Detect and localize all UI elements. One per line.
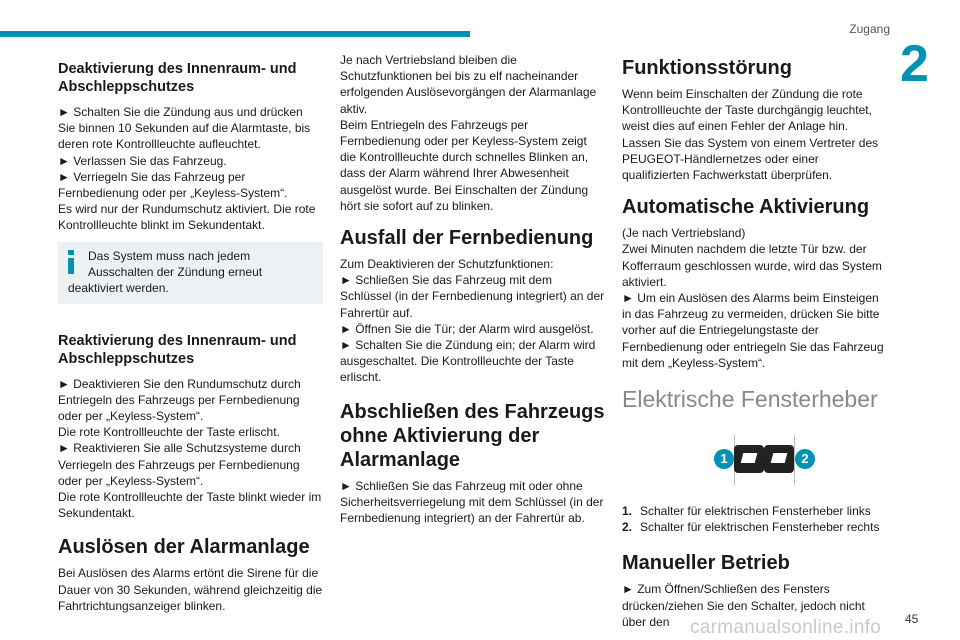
list-item: 1. Schalter für elektrischen Fensterheber links [622, 504, 871, 519]
paragraph: ► Deaktivieren Sie den Rundumschutz durch Entriegeln des Fahrzeugs per Fernbedienung oder per „Keyless-System“. [58, 376, 301, 424]
paragraph: ► Schalten Sie die Zündung aus und drücken Sie binnen 10 Sekunden auf die Alarmtaste, bis deren rote Kontrollleuchte aufleuchtet. [58, 105, 311, 152]
paragraph: ► Verlassen Sie das Fahrzeug. [58, 153, 227, 168]
column-1 [58, 52, 323, 614]
left-window-switch-icon [734, 445, 764, 473]
paragraph: (Je nach Vertriebsland) [622, 226, 746, 241]
watermark: carmanualsonline.info [690, 617, 882, 638]
paragraph: ► Um ein Auslösen des Alarms beim Einsteigen in das Fahrzeug zu vermeiden, drücken Sie bitte vorher auf die Entriegelungstaste der Fernbedienung oder entriegeln Sie das Fahrzeug mit dem „Keyless-System“. [622, 291, 884, 370]
callout-badge-1: 1 [714, 449, 734, 469]
header-accent-bar [0, 31, 470, 37]
paragraph: Es wird nur der Rundumschutz aktiviert. Die rote Kontrollleuchte blinkt im Sekundentakt. [58, 202, 316, 233]
page-number: 45 [905, 612, 919, 626]
heading-deactivation: Deaktivierung des Innenraum- und Abschleppschutzes [58, 61, 297, 95]
heading-auto-activation: Automatische Aktivierung [622, 196, 870, 219]
window-switch-diagram [622, 425, 887, 495]
paragraph: Zwei Minuten nachdem die letzte Tür bzw. der Kofferraum geschlossen wurde, wird das System aktiviert. [622, 242, 882, 289]
callout-badge-2: 2 [795, 449, 815, 469]
paragraph: Bei Auslösen des Alarms ertönt die Sirene für die Dauer von 30 Sekunden, während gleichzeitig die Fahrtrichtungsanzeiger blinken. [58, 566, 323, 613]
paragraph: Zum Deaktivieren der Schutzfunktionen: [340, 257, 554, 272]
heading-malfunction: Funktionsstörung [622, 57, 792, 79]
paragraph: ► Zum Öffnen/Schließen des Fensters drücken/ziehen Sie den Schalter, jedoch nicht über den [622, 582, 865, 629]
column-2 [340, 52, 605, 526]
paragraph: Die rote Kontrollleuchte der Taste erlischt. [58, 425, 280, 440]
info-box [58, 242, 323, 304]
paragraph: ► Schalten Sie die Zündung ein; der Alarm wird ausgeschaltet. Die Kontrollleuchte der Taste erlischt. [340, 338, 596, 385]
section-label: Zugang [849, 22, 890, 36]
paragraph: Die rote Kontrollleuchte der Taste blinkt wieder im Sekundentakt. [58, 490, 322, 521]
right-window-switch-icon [764, 445, 794, 473]
paragraph: Beim Entriegeln des Fahrzeugs per Fernbedienung oder per Keyless-System zeigt die Kontrollleuchte durch schnelles Blinken an, dass der Alarm während Ihrer Abwesenheit ausgelöst wurde. Bei Einschalten der Zündung hört sie sofort auf zu blinken. [340, 117, 589, 213]
column-3 [622, 52, 887, 630]
paragraph: ► Schließen Sie das Fahrzeug mit dem Schlüssel (in der Fernbedienung integriert) an der Fahrertür auf. [340, 273, 605, 320]
heading-reactivation: Reaktivierung des Innenraum- und Abschleppschutzes [58, 332, 297, 367]
heading-manual-operation: Manueller Betrieb [622, 552, 790, 575]
info-icon [68, 250, 74, 272]
paragraph: ► Schließen Sie das Fahrzeug mit oder ohne Sicherheitsverriegelung mit dem Schlüssel (in der Fernbedienung integriert) an der Fahrertür ab. [340, 478, 604, 526]
list-item: 2. Schalter für elektrischen Fensterheber rechts [622, 520, 880, 535]
paragraph: Wenn beim Einschalten der Zündung die rote Kontrollleuchte der Taste durchgängig leuchtet, weist dies auf einen Fehler der Anlage hin. Lassen Sie das System von einem Vertreter des PEUGEOT-Händlernetzes oder einer qualifizierten Fachwerkstatt überprüfen. [622, 87, 879, 183]
heading-remote-failure: Ausfall der Fernbedienung [340, 227, 594, 250]
heading-power-windows: Elektrische Fensterheber [622, 386, 878, 413]
paragraph: ► Verriegeln Sie das Fahrzeug per Fernbedienung oder per „Keyless-System“. [58, 169, 288, 201]
heading-alarm: Auslösen der Alarmanlage [58, 536, 310, 559]
paragraph: ► Öffnen Sie die Tür; der Alarm wird ausgelöst. [340, 321, 594, 336]
paragraph: Je nach Vertriebsland bleiben die Schutzfunktionen bei bis zu elf nacheinander erfolgenden Auslösevorgängen der Alarmanlage aktiv. [340, 53, 597, 116]
heading-lock-without-alarm: Abschließen des Fahrzeugs ohne Aktivierung der Alarmanlage [340, 400, 605, 471]
chapter-number: 2 [900, 35, 929, 93]
paragraph: ► Reaktivieren Sie alle Schutzsysteme durch Verriegeln des Fahrzeugs per Fernbedienung oder per „Keyless-System“. [58, 441, 301, 488]
info-text: Das System muss nach jedem Ausschalten der Zündung erneut deaktiviert werden. [68, 248, 263, 295]
